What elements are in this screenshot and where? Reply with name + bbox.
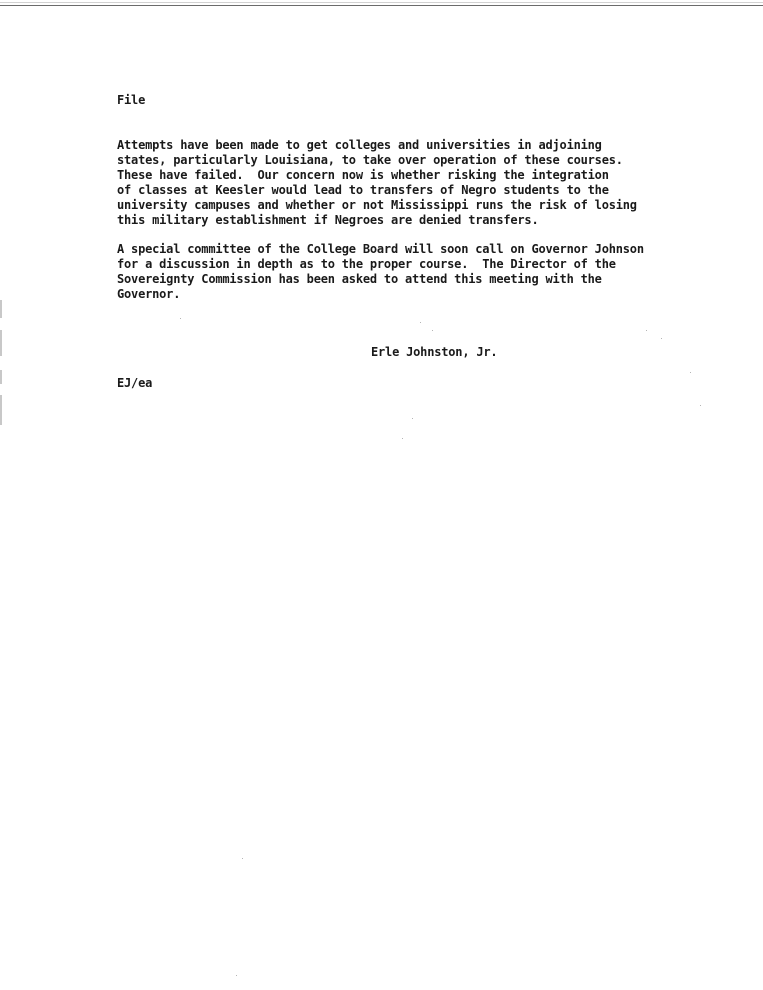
scan-speck bbox=[412, 418, 413, 419]
top-edge-rule bbox=[0, 5, 763, 6]
top-edge-shadow bbox=[0, 2, 763, 3]
scan-speck bbox=[432, 330, 433, 331]
scan-speck bbox=[690, 372, 691, 373]
scan-speck bbox=[180, 318, 181, 319]
left-edge-mark bbox=[0, 370, 2, 384]
scan-speck bbox=[646, 330, 647, 331]
left-edge-mark bbox=[0, 300, 2, 318]
scan-speck bbox=[661, 338, 662, 339]
file-label: File bbox=[117, 93, 146, 107]
scan-speck bbox=[700, 405, 701, 406]
signature-name: Erle Johnston, Jr. bbox=[371, 345, 498, 359]
scan-speck bbox=[420, 322, 421, 323]
left-edge-mark bbox=[0, 330, 2, 356]
left-edge-mark bbox=[0, 395, 2, 425]
scan-speck bbox=[242, 858, 243, 859]
body-paragraph-1: Attempts have been made to get colleges and universities in adjoining states, particularly Louisiana, to take over operation of these courses. These have failed. Our concern now is whether risking the integration of classes at Keesler would lead to transfers of Negro students to the university campuses and whether or not Mississippi runs the risk of losing this military establishment if Negroes are denied transfers. bbox=[117, 138, 637, 227]
reference-initials: EJ/ea bbox=[117, 376, 153, 390]
scan-speck bbox=[236, 975, 237, 976]
scan-speck bbox=[402, 438, 403, 439]
body-paragraph-2: A special committee of the College Board will soon call on Governor Johnson for a discussion in depth as to the proper course. The Director of the Sovereignty Commission has been asked to attend this meeting with the Governor. bbox=[117, 242, 644, 301]
